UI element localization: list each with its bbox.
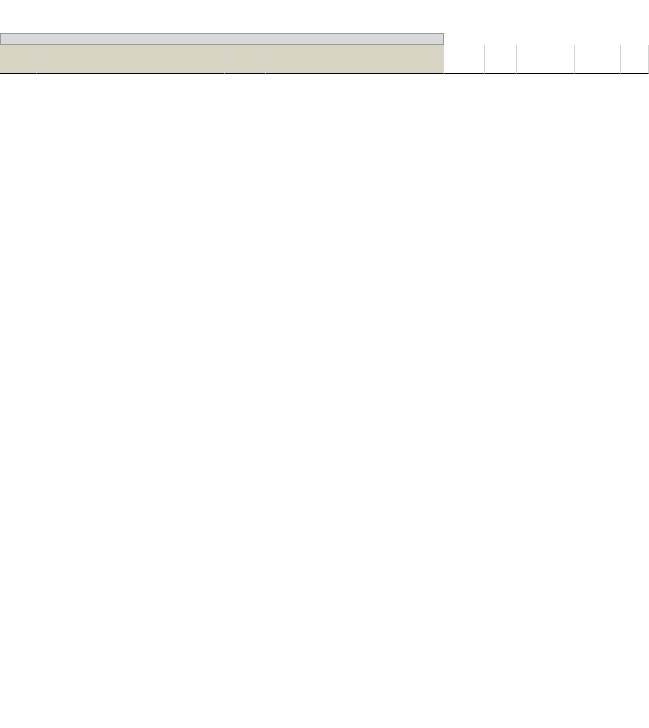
header-city[interactable] <box>266 45 444 74</box>
category-row <box>0 33 649 45</box>
category-label[interactable] <box>0 33 444 45</box>
header-place[interactable] <box>621 45 649 74</box>
header-stage2[interactable] <box>485 45 517 74</box>
header-pilot[interactable] <box>37 45 225 74</box>
header-brand[interactable] <box>225 45 266 74</box>
header-stage3[interactable] <box>517 45 575 74</box>
header-start[interactable] <box>0 45 37 74</box>
header-total[interactable] <box>575 45 621 74</box>
header-row <box>0 45 649 74</box>
header-stage1[interactable] <box>444 45 485 74</box>
